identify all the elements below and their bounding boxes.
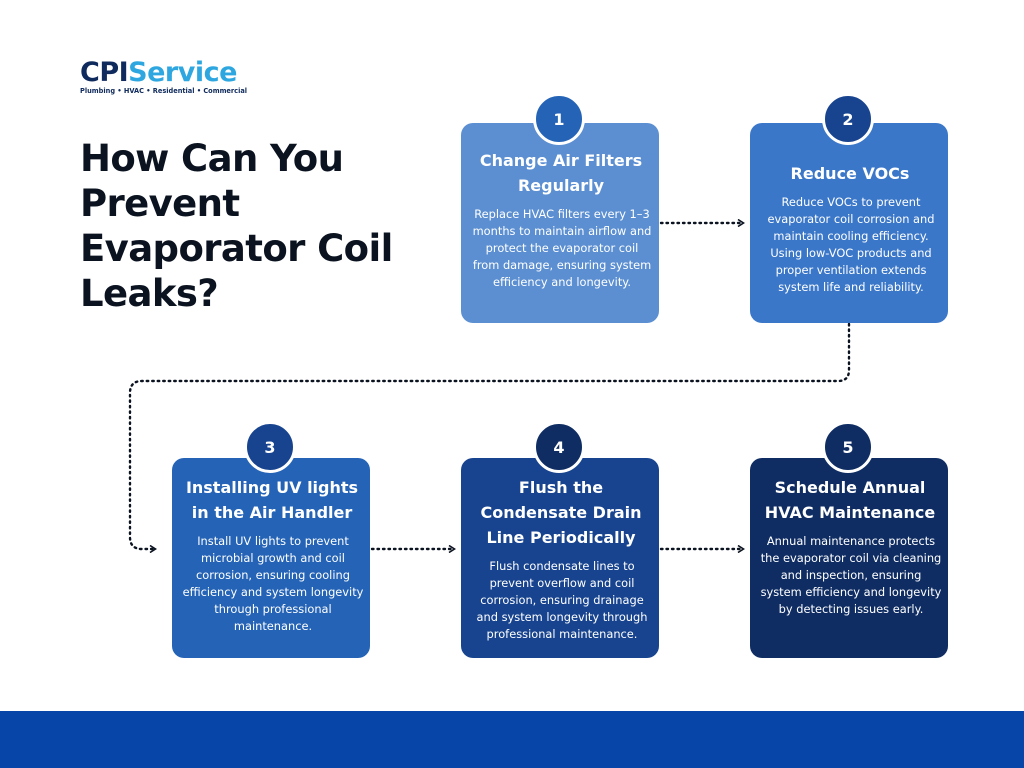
brand-tagline: Plumbing • HVAC • Residential • Commercial [80,87,248,95]
step-number-badge-3: 3 [244,421,296,473]
step-title-4: Flush the Condensate Drain Line Periodically [480,478,642,547]
footer-band [0,711,1024,768]
step-title-1: Change Air Filters Regularly [479,151,643,195]
step-number-badge-5: 5 [822,421,874,473]
step-title-3: Installing UV lights in the Air Handler [185,478,359,522]
step-card-2 [750,123,948,323]
brand-name-cpi: CPI [80,57,129,88]
step-description-4: Flush condensate lines to prevent overflow and coil corrosion, ensuring drainage and system longevity through professional maintenance. [476,559,648,641]
brand-name-service: Service [128,57,237,88]
step-card-4 [461,458,659,658]
page-title: How Can You Prevent Evaporator Coil Leaks? [80,137,393,315]
step-number-badge-4: 4 [533,421,585,473]
step-number-badge-1: 1 [533,93,585,145]
step-description-3: Install UV lights to prevent microbial growth and coil corrosion, ensuring cooling efficiency and system longevity through professional maintenance. [182,534,364,633]
step-number-badge-2: 2 [822,93,874,145]
step-description-1: Replace HVAC filters every 1–3 months to maintain airflow and protect the evaporator coil from damage, ensuring system efficiency and longevity. [472,207,652,289]
step-title-2: Reduce VOCs [790,164,910,183]
step-description-2: Reduce VOCs to prevent evaporator coil corrosion and maintain cooling efficiency. Using low-VOC products and proper ventilation extends system life and reliability. [767,195,935,294]
step-title-5: Schedule Annual HVAC Maintenance [764,478,936,522]
step-description-5: Annual maintenance protects the evaporator coil via cleaning and inspection, ensuring system efficiency and longevity by detecting issues early. [760,534,942,616]
step-card-1 [461,123,659,323]
step-card-5 [750,458,948,658]
step-card-3 [172,458,370,658]
